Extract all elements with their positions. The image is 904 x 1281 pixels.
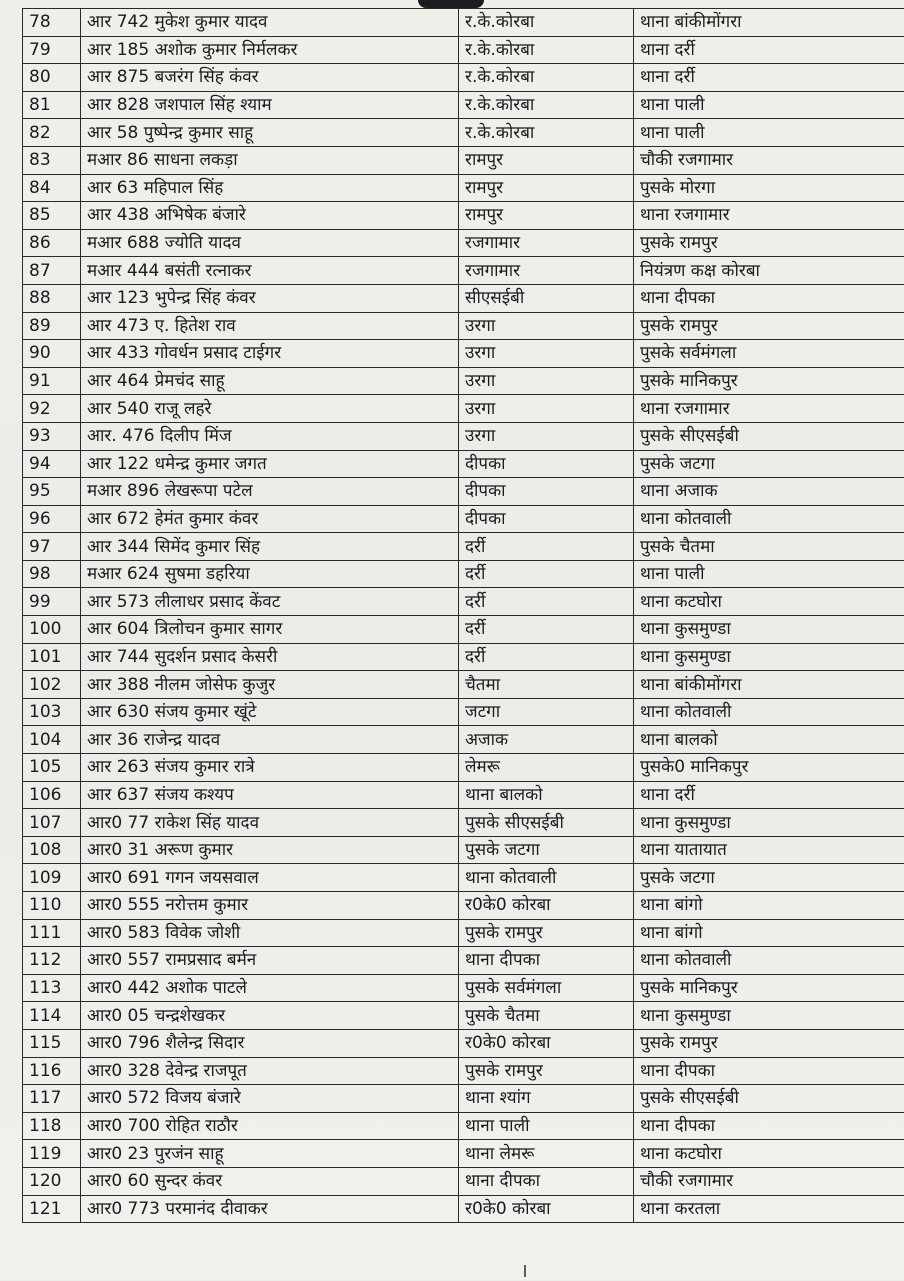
serial-number-cell: 101 [23, 643, 81, 671]
current-posting-cell: थाना पाली [459, 1112, 634, 1140]
new-posting-cell: चौकी रजगामार [634, 1167, 904, 1195]
table-row [23, 533, 904, 561]
current-posting-cell: थाना बालको [459, 781, 634, 809]
table-row [23, 560, 904, 588]
officer-name-cell: आर0 05 चन्द्रशेखकर [81, 1002, 459, 1030]
new-posting-cell: पुसके सीएसईबी [634, 1085, 904, 1113]
table-row [23, 119, 904, 147]
current-posting-cell: र.के.कोरबा [459, 36, 634, 64]
table-row [23, 340, 904, 368]
current-posting-cell: रामपुर [459, 174, 634, 202]
officer-name-cell: आर 263 संजय कुमार रात्रे [81, 754, 459, 782]
current-posting-cell: चैतमा [459, 671, 634, 699]
table-row [23, 64, 904, 92]
current-posting-cell: र.के.कोरबा [459, 64, 634, 92]
serial-number-cell: 89 [23, 312, 81, 340]
officer-name-cell: मआर 688 ज्योति यादव [81, 229, 459, 257]
officer-name-cell: आर0 572 विजय बंजारे [81, 1085, 459, 1113]
officer-name-cell: आर 464 प्रेमचंद साहू [81, 367, 459, 395]
table-row [23, 1195, 904, 1223]
serial-number-cell: 105 [23, 754, 81, 782]
current-posting-cell: र.के.कोरबा [459, 119, 634, 147]
table-row [23, 726, 904, 754]
new-posting-cell: थाना कुसमुण्डा [634, 1002, 904, 1030]
serial-number-cell: 119 [23, 1140, 81, 1168]
current-posting-cell: दर्री [459, 643, 634, 671]
new-posting-cell: थाना यातायात [634, 836, 904, 864]
current-posting-cell: थाना दीपका [459, 1167, 634, 1195]
current-posting-cell: रजगामार [459, 257, 634, 285]
current-posting-cell: दर्री [459, 560, 634, 588]
current-posting-cell: दर्री [459, 616, 634, 644]
officer-name-cell: आर0 700 रोहित राठौर [81, 1112, 459, 1140]
table-row [23, 146, 904, 174]
table-row [23, 1112, 904, 1140]
serial-number-cell: 87 [23, 257, 81, 285]
new-posting-cell: थाना दीपका [634, 1057, 904, 1085]
current-posting-cell: र0के0 कोरबा [459, 1029, 634, 1057]
serial-number-cell: 114 [23, 1002, 81, 1030]
current-posting-cell: र.के.कोरबा [459, 9, 634, 37]
serial-number-cell: 115 [23, 1029, 81, 1057]
table-row [23, 1140, 904, 1168]
new-posting-cell: पुसके रामपुर [634, 229, 904, 257]
new-posting-cell: पुसके जटगा [634, 450, 904, 478]
new-posting-cell: थाना कुसमुण्डा [634, 809, 904, 837]
current-posting-cell: र.के.कोरबा [459, 91, 634, 119]
current-posting-cell: उरगा [459, 312, 634, 340]
current-posting-cell: दर्री [459, 533, 634, 561]
serial-number-cell: 120 [23, 1167, 81, 1195]
new-posting-cell: थाना पाली [634, 91, 904, 119]
serial-number-cell: 80 [23, 64, 81, 92]
officer-name-cell: आर0 691 गगन जयसवाल [81, 864, 459, 892]
serial-number-cell: 108 [23, 836, 81, 864]
serial-number-cell: 84 [23, 174, 81, 202]
new-posting-cell: थाना रजगामार [634, 395, 904, 423]
table-row [23, 422, 904, 450]
new-posting-cell: थाना बांगो [634, 892, 904, 920]
officer-name-cell: आर 123 भुपेन्द्र सिंह कंवर [81, 284, 459, 312]
current-posting-cell: पुसके चैतमा [459, 1002, 634, 1030]
current-posting-cell: पुसके रामपुर [459, 919, 634, 947]
current-posting-cell: र0के0 कोरबा [459, 892, 634, 920]
handwritten-mark: ا [505, 1262, 545, 1280]
officer-name-cell: आर 672 हेमंत कुमार कंवर [81, 505, 459, 533]
new-posting-cell: थाना कोतवाली [634, 505, 904, 533]
new-posting-cell: थाना कोतवाली [634, 698, 904, 726]
table-row [23, 754, 904, 782]
current-posting-cell: पुसके रामपुर [459, 1057, 634, 1085]
table-row [23, 919, 904, 947]
table-row [23, 616, 904, 644]
serial-number-cell: 79 [23, 36, 81, 64]
new-posting-cell: थाना रजगामार [634, 202, 904, 230]
table-row [23, 9, 904, 37]
serial-number-cell: 102 [23, 671, 81, 699]
new-posting-cell: पुसके जटगा [634, 864, 904, 892]
new-posting-cell: थाना दर्री [634, 36, 904, 64]
serial-number-cell: 118 [23, 1112, 81, 1140]
table-row [23, 809, 904, 837]
officer-name-cell: आर 36 राजेन्द्र यादव [81, 726, 459, 754]
new-posting-cell: पुसके सीएसईबी [634, 422, 904, 450]
officer-name-cell: आर 122 धमेन्द्र कुमार जगत [81, 450, 459, 478]
officer-name-cell: आर 344 सिमेंद कुमार सिंह [81, 533, 459, 561]
new-posting-cell: पुसके रामपुर [634, 1029, 904, 1057]
officer-name-cell: आर 828 जशपाल सिंह श्याम [81, 91, 459, 119]
current-posting-cell: दीपका [459, 505, 634, 533]
table-row [23, 505, 904, 533]
table-row [23, 1029, 904, 1057]
current-posting-cell: जटगा [459, 698, 634, 726]
serial-number-cell: 109 [23, 864, 81, 892]
table-row [23, 450, 904, 478]
current-posting-cell: पुसके जटगा [459, 836, 634, 864]
new-posting-cell: पुसके मोरगा [634, 174, 904, 202]
serial-number-cell: 110 [23, 892, 81, 920]
table-row [23, 367, 904, 395]
officer-name-cell: आर 388 नीलम जोसेफ कुजुर [81, 671, 459, 699]
new-posting-cell: थाना पाली [634, 119, 904, 147]
table-row [23, 478, 904, 506]
officer-name-cell: आर0 23 पुरजंन साहू [81, 1140, 459, 1168]
current-posting-cell: उरगा [459, 340, 634, 368]
serial-number-cell: 107 [23, 809, 81, 837]
current-posting-cell: लेमरू [459, 754, 634, 782]
table-row [23, 671, 904, 699]
serial-number-cell: 100 [23, 616, 81, 644]
officer-name-cell: आर 742 मुकेश कुमार यादव [81, 9, 459, 37]
table-row [23, 174, 904, 202]
transfer-roster-table [22, 8, 904, 1223]
serial-number-cell: 94 [23, 450, 81, 478]
new-posting-cell: थाना बांकीमोंगरा [634, 9, 904, 37]
table-row [23, 836, 904, 864]
table-row [23, 36, 904, 64]
table-row [23, 257, 904, 285]
table-row [23, 781, 904, 809]
new-posting-cell: चौकी रजगामार [634, 146, 904, 174]
new-posting-cell: थाना दर्री [634, 781, 904, 809]
officer-name-cell: मआर 624 सुषमा डहरिया [81, 560, 459, 588]
new-posting-cell: थाना दीपका [634, 284, 904, 312]
serial-number-cell: 81 [23, 91, 81, 119]
new-posting-cell: थाना बालको [634, 726, 904, 754]
officer-name-cell: आर 433 गोवर्धन प्रसाद टाईगर [81, 340, 459, 368]
new-posting-cell: थाना कोतवाली [634, 947, 904, 975]
table-row [23, 284, 904, 312]
current-posting-cell: अजाक [459, 726, 634, 754]
current-posting-cell: थाना लेमरू [459, 1140, 634, 1168]
serial-number-cell: 92 [23, 395, 81, 423]
officer-name-cell: आर 604 त्रिलोचन कुमार सागर [81, 616, 459, 644]
current-posting-cell: र0के0 कोरबा [459, 1195, 634, 1223]
serial-number-cell: 85 [23, 202, 81, 230]
officer-name-cell: आर0 557 रामप्रसाद बर्मन [81, 947, 459, 975]
serial-number-cell: 90 [23, 340, 81, 368]
current-posting-cell: थाना श्यांग [459, 1085, 634, 1113]
officer-name-cell: आर 63 महिपाल सिंह [81, 174, 459, 202]
table-row [23, 1085, 904, 1113]
current-posting-cell: उरगा [459, 422, 634, 450]
serial-number-cell: 112 [23, 947, 81, 975]
new-posting-cell: थाना बांकीमोंगरा [634, 671, 904, 699]
new-posting-cell: थाना दर्री [634, 64, 904, 92]
new-posting-cell: थाना कटघोरा [634, 1140, 904, 1168]
new-posting-cell: पुसके मानिकपुर [634, 367, 904, 395]
officer-name-cell: आर0 555 नरोत्तम कुमार [81, 892, 459, 920]
serial-number-cell: 83 [23, 146, 81, 174]
table-row [23, 229, 904, 257]
new-posting-cell: पुसके सर्वमंगला [634, 340, 904, 368]
roster-body [23, 9, 904, 1223]
officer-name-cell: आर0 328 देवेन्द्र राजपूत [81, 1057, 459, 1085]
table-row [23, 892, 904, 920]
current-posting-cell: पुसके सीएसईबी [459, 809, 634, 837]
table-row [23, 588, 904, 616]
officer-name-cell: आर 58 पुष्पेन्द्र कुमार साहू [81, 119, 459, 147]
new-posting-cell: थाना बांगो [634, 919, 904, 947]
officer-name-cell: आर 185 अशोक कुमार निर्मलकर [81, 36, 459, 64]
table-row [23, 947, 904, 975]
current-posting-cell: थाना दीपका [459, 947, 634, 975]
officer-name-cell: मआर 896 लेखरूपा पटेल [81, 478, 459, 506]
officer-name-cell: आर 540 राजू लहरे [81, 395, 459, 423]
officer-name-cell: आर 573 लीलाधर प्रसाद केंवट [81, 588, 459, 616]
current-posting-cell: पुसके सर्वमंगला [459, 974, 634, 1002]
serial-number-cell: 78 [23, 9, 81, 37]
serial-number-cell: 96 [23, 505, 81, 533]
current-posting-cell: थाना कोतवाली [459, 864, 634, 892]
officer-name-cell: आर 875 बजरंग सिंह कंवर [81, 64, 459, 92]
new-posting-cell: थाना कुसमुण्डा [634, 643, 904, 671]
officer-name-cell: आर. 476 दिलीप मिंज [81, 422, 459, 450]
new-posting-cell: थाना कुसमुण्डा [634, 616, 904, 644]
new-posting-cell: पुसके मानिकपुर [634, 974, 904, 1002]
serial-number-cell: 88 [23, 284, 81, 312]
officer-name-cell: आर0 796 शैलेन्द्र सिदार [81, 1029, 459, 1057]
current-posting-cell: उरगा [459, 367, 634, 395]
new-posting-cell: थाना अजाक [634, 478, 904, 506]
officer-name-cell: आर0 60 सुन्दर कंवर [81, 1167, 459, 1195]
table-row [23, 974, 904, 1002]
current-posting-cell: दीपका [459, 478, 634, 506]
officer-name-cell: आर0 442 अशोक पाटले [81, 974, 459, 1002]
officer-name-cell: मआर 444 बसंती रत्नाकर [81, 257, 459, 285]
current-posting-cell: रामपुर [459, 202, 634, 230]
serial-number-cell: 95 [23, 478, 81, 506]
serial-number-cell: 103 [23, 698, 81, 726]
officer-name-cell: आर 637 संजय कश्यप [81, 781, 459, 809]
serial-number-cell: 86 [23, 229, 81, 257]
serial-number-cell: 116 [23, 1057, 81, 1085]
new-posting-cell: थाना दीपका [634, 1112, 904, 1140]
table-row [23, 643, 904, 671]
new-posting-cell: थाना कटघोरा [634, 588, 904, 616]
table-row [23, 91, 904, 119]
serial-number-cell: 121 [23, 1195, 81, 1223]
officer-name-cell: आर0 31 अरूण कुमार [81, 836, 459, 864]
table-row [23, 312, 904, 340]
binder-tab [418, 0, 484, 8]
table-row [23, 864, 904, 892]
serial-number-cell: 113 [23, 974, 81, 1002]
officer-name-cell: आर 438 अभिषेक बंजारे [81, 202, 459, 230]
serial-number-cell: 97 [23, 533, 81, 561]
table-row [23, 395, 904, 423]
officer-name-cell: आर0 773 परमानंद दीवाकर [81, 1195, 459, 1223]
serial-number-cell: 106 [23, 781, 81, 809]
serial-number-cell: 104 [23, 726, 81, 754]
officer-name-cell: आर 744 सुदर्शन प्रसाद केसरी [81, 643, 459, 671]
serial-number-cell: 111 [23, 919, 81, 947]
new-posting-cell: नियंत्रण कक्ष कोरबा [634, 257, 904, 285]
new-posting-cell: थाना करतला [634, 1195, 904, 1223]
table-row [23, 202, 904, 230]
table-row [23, 698, 904, 726]
new-posting-cell: पुसके रामपुर [634, 312, 904, 340]
table-row [23, 1167, 904, 1195]
table-row [23, 1057, 904, 1085]
serial-number-cell: 93 [23, 422, 81, 450]
officer-name-cell: आर0 583 विवेक जोशी [81, 919, 459, 947]
officer-name-cell: आर 630 संजय कुमार खूंटे [81, 698, 459, 726]
new-posting-cell: थाना पाली [634, 560, 904, 588]
current-posting-cell: रजगामार [459, 229, 634, 257]
new-posting-cell: पुसके0 मानिकपुर [634, 754, 904, 782]
current-posting-cell: सीएसईबी [459, 284, 634, 312]
current-posting-cell: दीपका [459, 450, 634, 478]
officer-name-cell: मआर 86 साधना लकड़ा [81, 146, 459, 174]
table-row [23, 1002, 904, 1030]
serial-number-cell: 98 [23, 560, 81, 588]
current-posting-cell: रामपुर [459, 146, 634, 174]
officer-name-cell: आर 473 ए. हितेश राव [81, 312, 459, 340]
serial-number-cell: 91 [23, 367, 81, 395]
current-posting-cell: उरगा [459, 395, 634, 423]
current-posting-cell: दर्री [459, 588, 634, 616]
officer-name-cell: आर0 77 राकेश सिंह यादव [81, 809, 459, 837]
serial-number-cell: 117 [23, 1085, 81, 1113]
serial-number-cell: 82 [23, 119, 81, 147]
new-posting-cell: पुसके चैतमा [634, 533, 904, 561]
serial-number-cell: 99 [23, 588, 81, 616]
